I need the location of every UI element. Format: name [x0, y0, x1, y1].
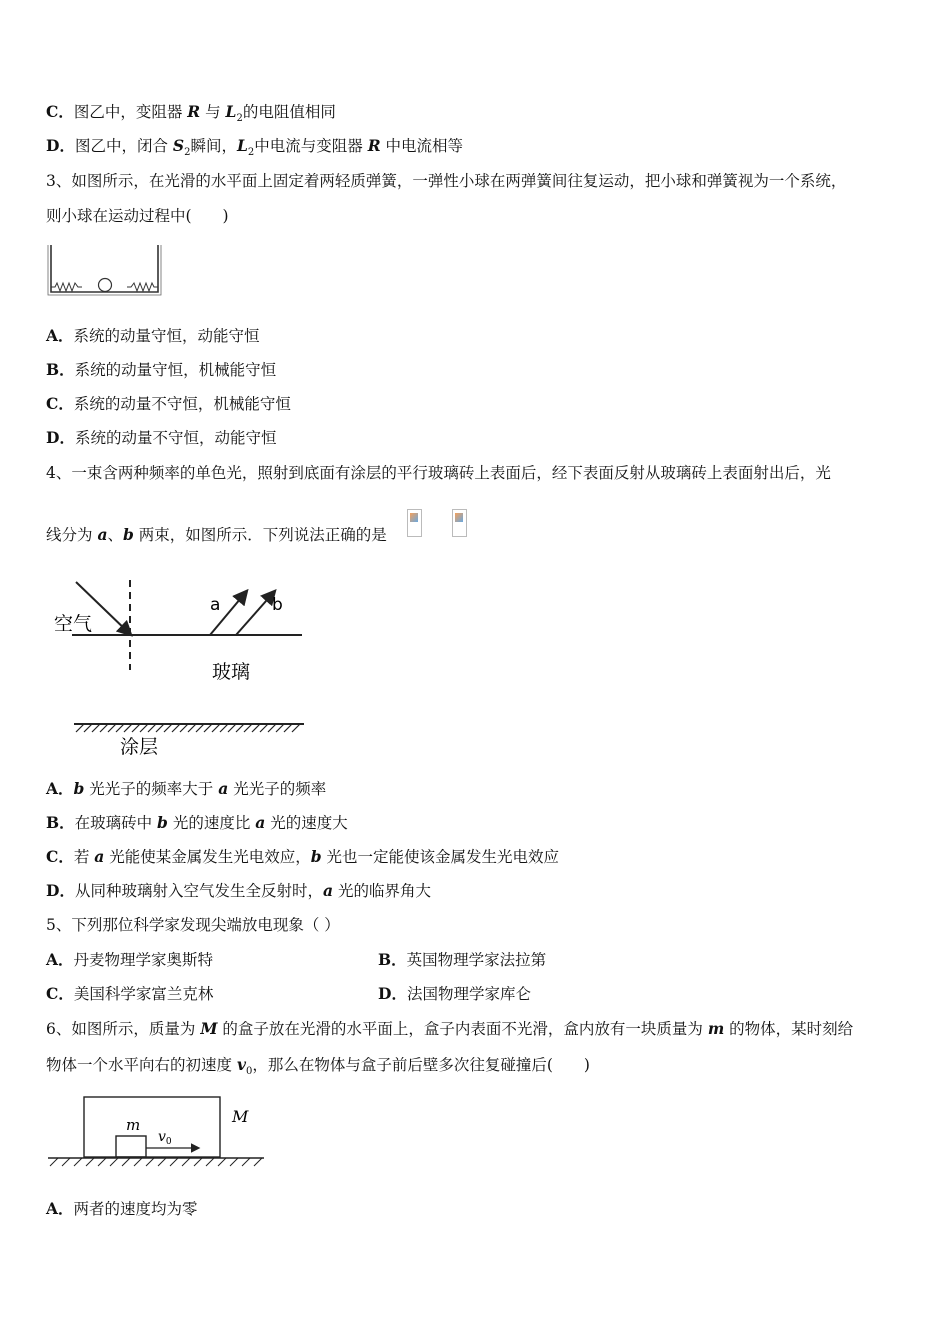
- q4-option-a: A．b 光光子的频率大于 a 光光子的频率: [46, 779, 327, 798]
- q4-option-d: D．从同种玻璃射入空气发生全反射时，a 光的临界角大: [46, 881, 431, 900]
- mass-M-label: M: [232, 1107, 249, 1126]
- broken-image-icon: [452, 509, 467, 537]
- q5-option-c: C．美国科学家富兰克林: [46, 984, 214, 1003]
- q5-stem: 5、下列那位科学家发现尖端放电现象（ ）: [46, 916, 340, 934]
- glass-label: 玻璃: [212, 661, 251, 683]
- q3-option-a: A．系统的动量守恒，动能守恒: [46, 326, 260, 345]
- q3-option-d: D．系统的动量不守恒，动能守恒: [46, 428, 277, 447]
- q5-option-d: D．法国物理学家库仑: [378, 984, 531, 1003]
- velocity-label: $v_0$: [158, 1129, 172, 1147]
- q2-option-d: D．图乙中，闭合 $S_2$瞬间，$L_2$中电流与变阻器 R 中电流相等: [46, 136, 464, 159]
- q6-stem-line2: 物体一个水平向右的初速度 $v_0$，那么在物体与盒子前后壁多次往复碰撞后( ): [46, 1055, 590, 1078]
- coating-label: 涂层: [120, 736, 159, 758]
- q3-stem-line2: 则小球在运动过程中( ): [46, 207, 229, 225]
- q6-option-a: A．两者的速度均为零: [46, 1199, 198, 1218]
- q3-stem-line1: 3、如图所示，在光滑的水平面上固定着两轻质弹簧，一弹性小球在两弹簧间往复运动，把小球和弹簧视为一个系统，: [46, 172, 847, 190]
- mass-m-label: m: [126, 1116, 141, 1134]
- ray-a-label: a: [210, 595, 221, 615]
- q3-option-c: C．系统的动量不守恒，机械能守恒: [46, 394, 291, 413]
- q3-option-b: B．系统的动量守恒，机械能守恒: [46, 360, 277, 379]
- q2-option-c: C．图乙中，变阻器 R 与 $L_2$的电阻值相同: [46, 102, 336, 125]
- q3-spring-figure: [46, 240, 164, 300]
- ray-b-label: b: [272, 595, 283, 615]
- q4-light-figure: [50, 572, 310, 762]
- q5-option-b: B．英国物理学家法拉第: [378, 950, 547, 969]
- q5-option-a: A．丹麦物理学家奥斯特: [46, 950, 214, 969]
- broken-image-icon: [407, 509, 422, 537]
- q4-stem-line1: 4、一束含两种频率的单色光，照射到底面有涂层的平行玻璃砖上表面后，经下表面反射从玻璃砖上表面射出后，光: [46, 464, 831, 482]
- q4-option-c: C．若 a 光能使某金属发生光电效应，b 光也一定能使该金属发生光电效应: [46, 847, 560, 866]
- q6-box-figure: [46, 1092, 268, 1168]
- q4-stem-line2: 线分为 a、b 两束，如图所示．下列说法正确的是: [46, 525, 387, 544]
- q6-stem-line1: 6、如图所示，质量为 M 的盒子放在光滑的水平面上，盒子内表面不光滑，盒内放有一块质量为 m 的物体，某时刻给: [46, 1019, 854, 1038]
- q4-option-b: B．在玻璃砖中 b 光的速度比 a 光的速度大: [46, 813, 348, 832]
- air-label: 空气: [54, 613, 93, 635]
